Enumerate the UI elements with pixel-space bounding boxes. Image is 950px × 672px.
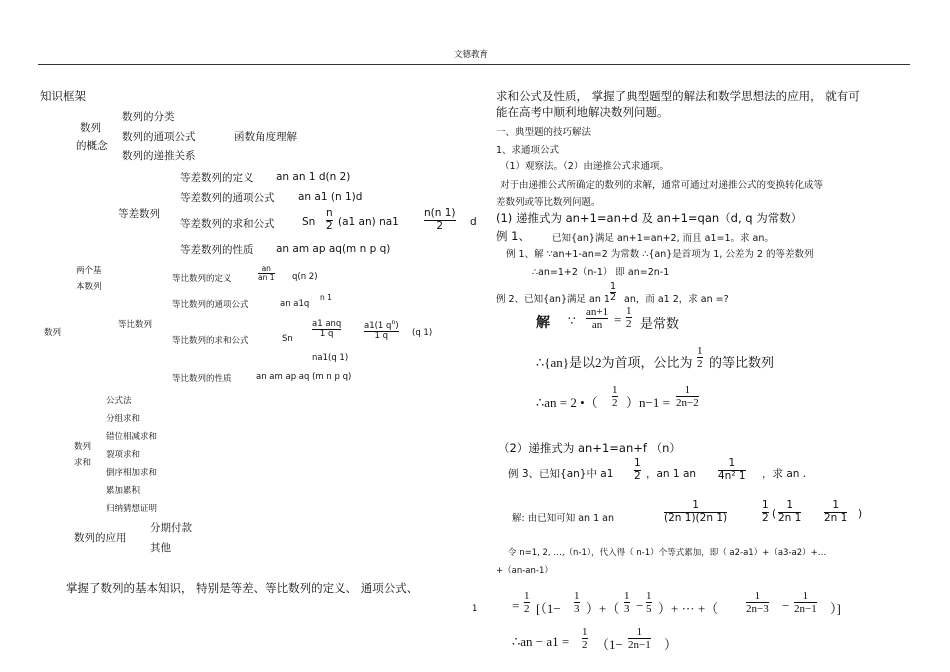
frac-den: 2n−3 [746,603,769,616]
arith-def-label: 等差数列的定义 [180,172,254,184]
ratio-frac [586,306,608,331]
frac-num: 1 [786,499,794,511]
arith-sum-frac-2 [424,208,456,232]
frac-den: 3 [574,603,580,616]
summation-item: 倒序相加求和 [106,468,158,478]
example-3-solution: 解: 由已知可知 an 1 an [512,513,615,524]
geo-prop-label: 等比数列的性质 [172,374,232,384]
geo-sum-frac-2 [364,320,399,342]
arith-sum-d: d [470,216,477,228]
frac-num: 1 [610,281,617,292]
frac-den: 2n−1 [794,603,817,616]
solution-frac-1 [664,500,727,524]
methods-line: （1）观察法。（2）由递推公式求通项。 [500,161,669,172]
concept-item: 数列的递推关系 [122,150,196,162]
frac-den: 3 [624,603,630,616]
case-2-heading: （2）递推式为 an+1=an+f （n） [498,441,681,455]
arith-def-formula: an an 1 d(n 2) [276,171,351,183]
frac-den: an [591,319,603,332]
big-term-2 [624,590,630,615]
summation-label-2: 求和 [74,458,92,468]
example-2-half [610,282,616,304]
frac-den: 2 [762,511,769,524]
frac-num: 1 [692,499,699,511]
big-term-1 [574,590,580,615]
frac-num: 1 [612,384,618,396]
line-3-frac [612,384,618,409]
line-3-power: ）n−1 = [626,395,670,410]
two-basic-label: 两个基 [76,266,102,276]
line-3a: ∴an = 2 •（ [536,395,598,410]
sum-line-2: +（an-an-1） [496,566,553,576]
concept-item: 数列的通项公式 [122,131,196,143]
big-part-e: ）+ ··· +（ [658,601,719,616]
section-heading: 知识框架 [40,89,86,103]
example-1-solution-1: 例 1、解 ∵an+1-an=2 为常数 ∴{an}是首项为 1, 公差为 2 的等差数列 [506,249,814,260]
frac-num: 1 [582,626,588,638]
frac-num: 1 [832,499,840,511]
big-term-5 [794,590,817,615]
frac-den: 2 [582,639,588,652]
solution-term-2 [824,500,847,524]
frac-num: 1 [754,590,761,602]
geo-sum-label: 等比数列的求和公式 [172,336,249,346]
example-3-f-frac [718,458,746,482]
frac-den: 2n−2 [676,397,699,410]
frac-den: 2 [697,358,703,371]
frac-num: 1 [574,590,580,602]
big-equals: = [512,598,520,613]
header-rule [38,64,910,65]
big-half [524,590,530,615]
geo-general-formula: an a1q [280,299,310,309]
frac-den: 4n² 1 [718,469,746,482]
ratio-value [626,305,632,330]
example-3-text-c: ，求 an . [762,468,807,480]
arith-label: 等差数列 [118,208,160,220]
solution-half [762,500,769,524]
equals: = [614,312,622,327]
line-2b: 的等比数列 [709,355,775,370]
geo-prop-formula: an am ap aq (m n p q) [256,372,352,382]
geo-label: 等比数列 [118,320,153,330]
line-2a: ∴{an}是以2为首项，公比为 [536,355,693,370]
concept-label: 数列 [80,122,101,134]
page-number: 1 [472,604,478,614]
frac-den: 1 q [319,329,334,340]
geo-def-rest: q(n 2) [292,272,318,282]
frac-den: 2 [610,292,617,304]
example-3-a1-frac [634,458,641,482]
frac-num: 1 [624,590,630,602]
example-3-text-b: ，an 1 an [646,468,697,480]
concept-note: 函数角度理解 [234,131,297,143]
summation-item: 分组求和 [106,414,141,424]
line-2-frac [697,345,703,370]
solution-label: 解 [536,316,550,331]
section-heading-1: 一、典型题的技巧解法 [496,127,592,138]
desc-line-1: 对于由递推公式所确定的数列的求解，通常可通过对递推公式的变换转化成等 [500,180,824,191]
concept-item: 数列的分类 [122,111,175,123]
big2-part-a: ∴an − a1 = [512,634,570,649]
example-1-head: 例 1、 [496,229,530,243]
big-term-3 [646,590,652,615]
frac-den: 2 [524,603,530,616]
summation-item: 裂项求和 [106,450,141,460]
example-2-text-a: 例 2、已知{an}满足 an 1 [496,294,610,305]
frac-den: 2 [634,469,641,482]
frac-num: 1 [636,626,643,638]
arith-sum-label: 等差数列的求和公式 [180,218,275,230]
example-3-text-a: 例 3、已知{an}中 a1 [508,468,614,480]
frac-num: 1 [684,384,691,396]
solution-term-1 [778,500,801,524]
example-1-solution-2: ∴an=1+2（n-1） 即 an=2n-1 [532,267,670,278]
arith-prop-formula: an am ap aq(m n p q) [276,243,391,255]
frac-num-main: a1(1 q [364,320,392,331]
header-title: 文德教育 [454,50,489,60]
solution-close-paren: ) [858,508,863,520]
frac-num: 1 [728,457,736,469]
example-2-text-b: an，而 a1 2，求 an =? [624,294,729,305]
frac-den: 1 q [374,331,389,342]
application-label: 数列的应用 [74,532,127,544]
arith-general-formula: an a1 (n 1)d [298,191,363,203]
because-symbol: ∵ [568,314,576,328]
big-part-g: ）] [830,601,841,616]
frac-den: 2 [626,318,632,331]
concept-label-2: 的概念 [76,140,108,152]
arith-sum-frac [326,208,333,232]
geo-general-label: 等比数列的通项公式 [172,300,249,310]
frac-num: 1 [646,590,652,602]
geo-sum-cond-1: (q 1) [412,328,433,338]
summary-text: 掌握了数列的基本知识， 特别是等差、等比数列的定义、 通项公式、 [66,581,419,595]
intro-line-1: 求和公式及性质， 掌握了典型题型的解法和数学思想法的应用， 就有可 [496,89,860,103]
frac-den: 2n 1 [824,511,848,524]
frac-den: an 1 [258,273,275,283]
subheading-1: 1、求通项公式 [496,145,560,156]
big2-term [628,626,651,651]
frac-num: 1 [697,345,703,357]
case-1-heading: (1) 递推式为 an+1=an+d 及 an+1=qan（d, q 为常数） [496,211,803,225]
example-1-text: 已知{an}满足 an+1=an+2, 而且 a1=1。求 an。 [552,233,774,244]
frac-den: 2 [612,397,618,410]
big2-part-c: ） [664,637,678,652]
frac-num: a1 anq [312,319,342,329]
frac-num: 1 [634,457,641,469]
line-3-result [676,384,699,409]
application-item: 其他 [150,542,171,554]
frac-den: 2n 1 [778,511,802,524]
frac-num: an+1 [586,306,609,318]
big-part-d: − [636,598,644,613]
summation-item: 公式法 [106,396,132,406]
geo-general-sup: n 1 [320,293,332,302]
frac-num: 1 [626,305,632,317]
geo-sum-frac-1 [312,320,341,340]
constant-text: 是常数 [640,316,680,331]
frac-num: n(n 1) [424,207,456,219]
sum-line-1: 令 n=1, 2, …,（n-1），代入得（ n-1）个等式累加，即（ a2-a1）+（a3-a2）+… [508,548,827,558]
application-item: 分期付款 [150,522,192,534]
frac-den: 5 [646,603,652,616]
big-part-f: − [782,598,790,613]
geo-def-label: 等比数列的定义 [172,274,232,284]
two-basic-label-2: 本数列 [76,282,102,292]
arith-sum-s: Sn [302,216,316,228]
geo-sum-cond-2: na1(q 1) [312,353,349,363]
frac-num: an [261,264,271,273]
arith-general-label: 等差数列的通项公式 [180,192,275,204]
frac-num: 1 [802,590,809,602]
frac-num-sup: n [391,319,396,326]
desc-line-2: 差数列或等比数列问题。 [496,197,601,208]
big2-half [582,626,588,651]
summation-label: 数列 [74,442,92,452]
frac-den: 2n−1 [628,639,651,652]
frac-num: 1 [762,499,769,511]
geo-def-frac [258,265,275,283]
frac-den: (2n 1)(2n 1) [664,511,728,524]
big-part-c: ）+（ [586,601,620,616]
intro-line-2: 能在高考中顺利地解决数列问题。 [496,105,669,119]
arith-prop-label: 等差数列的性质 [180,244,254,256]
frac-num-end: ) [395,320,399,331]
frac-num: n [326,207,333,219]
solution-open-paren: ( [772,508,777,520]
big-part-b: [（1− [536,601,561,616]
summation-item: 错位相减求和 [106,432,158,442]
summation-item: 归纳猜想证明 [106,504,158,514]
tree-root-label: 数列 [44,328,62,338]
frac-num [364,320,399,331]
big2-part-b: （1− [596,637,623,652]
geo-sum-s: Sn [282,334,293,344]
summation-item: 累加累积 [106,486,141,496]
big-term-4 [746,590,769,615]
frac-den: 2 [326,219,333,232]
frac-den: 2 [436,219,444,232]
frac-num: 1 [524,590,530,602]
arith-sum-mid: (a1 an) na1 [338,216,399,228]
